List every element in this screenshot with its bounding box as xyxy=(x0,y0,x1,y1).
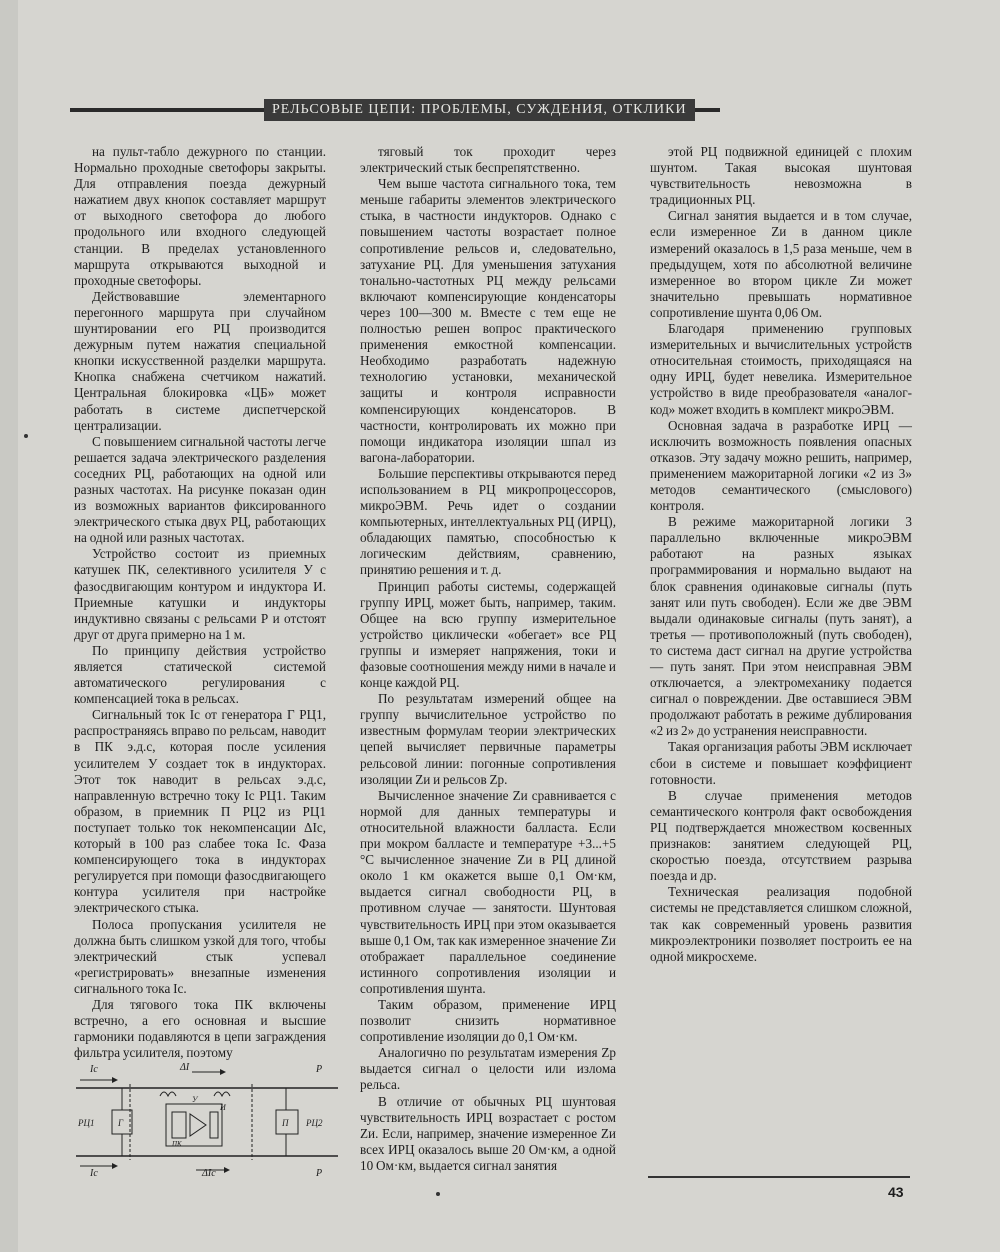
paragraph: По принципу действия устройство является статической системой автоматического регулирования с компенсацией тока в рельсах. xyxy=(74,642,326,707)
paragraph: В режиме мажоритарной логики 3 параллельно включенные микроЭВМ работают на разных языках программирования и нормально выдают на блок сравнения одинаковые сигналы (путь занят или путь свободен). Если же две ЭВМ выдали одинаковые сигналы (путь занят), а третья — противоположный (путь свободен), то система даст сигнал на другие устройства — путь занят. При этом неисправная ЭВМ отключается, а электромеханику подается сигнал о повреждении. Две оставшиеся ЭВМ продолжают работать в режиме дублирования «2 из 2» до устранения неисправности. xyxy=(650,514,912,739)
paragraph: По результатам измерений общее на группу вычислительное устройство по известным формулам теории электрических цепей вычисляет первичные параметры рельсовой линии: погонные сопротивления изоляции Zи и рельсов Zр. xyxy=(360,691,616,787)
paragraph: Принцип работы системы, содержащей группу ИРЦ, может быть, например, таким. Общее на всю группу измерительное устройство циклически «обегает» все РЦ группы и измеряет напряжения, токи и фазовые соотношения между ними в начале и конце каждой РЦ. xyxy=(360,578,616,691)
paragraph: тяговый ток проходит через электрический стык беспрепятственно. xyxy=(360,144,616,176)
paragraph: Таким образом, применение ИРЦ позволит снизить нормативное сопротивление изоляции до 0,1 Ом·км. xyxy=(360,996,616,1045)
paragraph: В случае применения методов семантического контроля факт освобождения РЦ подтверждается множеством косвенных признаков: занятием следующей РЦ, скоростью поезда, отсутствием разрыва поезда и др. xyxy=(650,787,912,884)
label-p-box: П xyxy=(282,1118,289,1128)
paragraph: Техническая реализация подобной системы не представляется слишком сложной, так как современный уровень развития микроэлектроники позволяет построить ее на одной микросхеме. xyxy=(650,884,912,964)
coil-left xyxy=(160,1092,176,1096)
paragraph: Действовавшие элементарного перегонного маршрута при случайном шунтировании его РЦ производится дежурным путем нажатия специальной кнопки искусственной разделки маршрута. Кнопка снабжена счетчиком нажатий. Центральная блокировка «ЦБ» может работать в системе диспетчерской централизации. xyxy=(74,288,326,433)
paragraph: Вычисленное значение Zи сравнивается с нормой для данных температуры и относительной влажности балласта. Если при мокром балласте и температуре +3...+5 °С вычисленное значение Zи в РЦ длиной около 1 км окажется выше 0,1 Ом·км, выдается сигнал свободности РЦ, в противном случае — занятости. Шунтовая чувствительность ИРЦ при этом оказывается выше 0,1 Ом, так как измеренное значение Zи отображает параллельное соединение истинного сопротивления изоляции и сопротивления шунта. xyxy=(360,787,616,996)
paragraph: Благодаря применению групповых измерительных и вычислительных устройств относительная стоимость, приходящаяся на одну ИРЦ, будет невелика. Измерительное устройство в виде преобразователя «аналог-код» может входить в комплект микроЭВМ. xyxy=(650,321,912,417)
label-di-bottom: ΔIс xyxy=(202,1168,216,1178)
label-ic-bottom: Iс xyxy=(90,1168,98,1178)
paragraph: Большие перспективы открываются перед использованием в РЦ микропроцессоров, микроЭВМ. Речь идет о создании компьютерных, интеллектуальных РЦ (ИРЦ), обладающих памятью, способностью к логическим действиям, сравнению, принятию решения и т. д. xyxy=(360,465,616,578)
text-column-2 xyxy=(360,144,616,1174)
margin-mark xyxy=(24,434,28,438)
bottom-mark xyxy=(436,1192,440,1196)
label-ic-top: Iс xyxy=(90,1064,98,1075)
label-pk: ПК xyxy=(172,1140,182,1148)
paragraph: Полоса пропускания усилителя не должна быть слишком узкой для того, чтобы электрический стык успевал «регистрировать» внезапные изменения сигнального тока Iс. xyxy=(74,916,326,996)
paragraph: Сигнальный ток Iс от генератора Г РЦ1, распространяясь вправо по рельсам, наводит в ПК э.д.с, которая после усиления усилителем У создает ток в индукторах. Этот ток наводит в рельсах э.д.с, направленную встречно току Iс РЦ1. Таким образом, в приемник П РЦ2 из РЦ1 поступает только ток некомпенсации ΔIс, который в 100 раз слабее тока Iс. Фаза компенсирующего тока в индукторах регулируется при помощи фазосдвигающего контура усилителя при настройке электрического стыка. xyxy=(74,707,326,916)
label-g: Г xyxy=(118,1118,124,1128)
paragraph: Основная задача в разработке ИРЦ — исключить возможность появления опасных отказов. Эту задачу можно решить, например, применением мажоритарной логики «2 из 3» методов семантического (смыслового) контроля. xyxy=(650,417,912,514)
label-i: И xyxy=(220,1103,226,1112)
amplifier-triangle xyxy=(190,1114,206,1136)
label-u: У xyxy=(192,1095,198,1104)
electrical-joint-diagram xyxy=(72,1058,342,1178)
paragraph: С повышением сигнальной частоты легче решается задача электрического разделения соседних РЦ, работающих на одной или разных частотах. На рисунке показан один из возможных вариантов фиксированного электрического стыка двух РЦ, работающих на одной или разных частотах. xyxy=(74,433,326,546)
paragraph: Аналогично по результатам измерения Zр выдается сигнал о целости или излома рельса. xyxy=(360,1045,616,1093)
label-p-bottom: Р xyxy=(316,1168,323,1178)
paragraph: Такая организация работы ЭВМ исключает сбои в системе и повышает коэффициент готовности. xyxy=(650,739,912,787)
section-title: РЕЛЬСОВЫЕ ЦЕПИ: ПРОБЛЕМЫ, СУЖДЕНИЯ, ОТКЛИКИ xyxy=(264,99,695,121)
paragraph: Устройство состоит из приемных катушек ПК, селективного усилителя У с фазосдвигающим контуром и индуктора И. Приемные катушки и индукторы индуктивно связаны с рельсами Р и отстоят друг от друга примерно на 1 м. xyxy=(74,546,326,642)
coil-right xyxy=(214,1092,230,1096)
inductor xyxy=(210,1112,218,1138)
label-p-top: Р xyxy=(316,1064,323,1075)
paragraph: Сигнал занятия выдается и в том случае, если измеренное Zи в данном цикле измерений оказалось в 1,5 раза меньше, чем в предыдущем, хотя по абсолютной величине измеренное во втором цикле Zи может значительно превышать нормативное сопротивление шунта 0,06 Ом. xyxy=(650,208,912,320)
text-column-1 xyxy=(74,144,326,1061)
paragraph: В отличие от обычных РЦ шунтовая чувствительность ИРЦ возрастает с ростом Zи. Если, например, значение измеренное Zи всех ИРЦ оказалось выше 20 Ом·км, а одной 10 Ом·км, выдается сигнал занятия xyxy=(360,1093,616,1173)
receiving-coil xyxy=(172,1112,186,1138)
paragraph: на пульт-табло дежурного по станции. Нормально проходные светофоры закрыты. Для отправления поезда дежурный нажатием двух кнопок составляет маршрут от выходного светофора до любого продольного или входного следующей станции. В пределах установленного маршрута открываются выходной и проходные светофоры. xyxy=(74,144,326,288)
footer-rule xyxy=(648,1176,910,1178)
paragraph: этой РЦ подвижной единицей с плохим шунтом. Такая высокая шунтовая чувствительность невозможна в традиционных РЦ. xyxy=(650,144,912,208)
paragraph: Чем выше частота сигнального тока, тем меньше габариты элементов электрического стыка, в частности индукторов. Однако с повышением частоты возрастает полное сопротивление рельсов и, следовательно, затухание РЦ. Для уменьшения затухания тонально-частотных РЦ между рельсами включают компенсирующие конденсаторы через 100—300 м. Вместе с тем еще не полностью решен вопрос практического применения емкостной компенсации. Необходимо разработать надежную технологию установки, механической защиты и контроля исправности компенсирующих конденсаторов. В частности, контролировать их можно при помощи индикатора изоляции шпал из вагона-лаборатории. xyxy=(360,176,616,465)
paragraph: Для тягового тока ПК включены встречно, а его основная и высшие гармоники подавляются в цепи заграждения фильтра усилителя, поэтому xyxy=(74,996,326,1061)
label-di-top: ΔI xyxy=(180,1062,190,1073)
page-number: 43 xyxy=(888,1184,904,1200)
label-rc1: РЦ1 xyxy=(78,1118,95,1128)
text-column-3 xyxy=(650,144,912,965)
label-rc2: РЦ2 xyxy=(306,1118,323,1128)
